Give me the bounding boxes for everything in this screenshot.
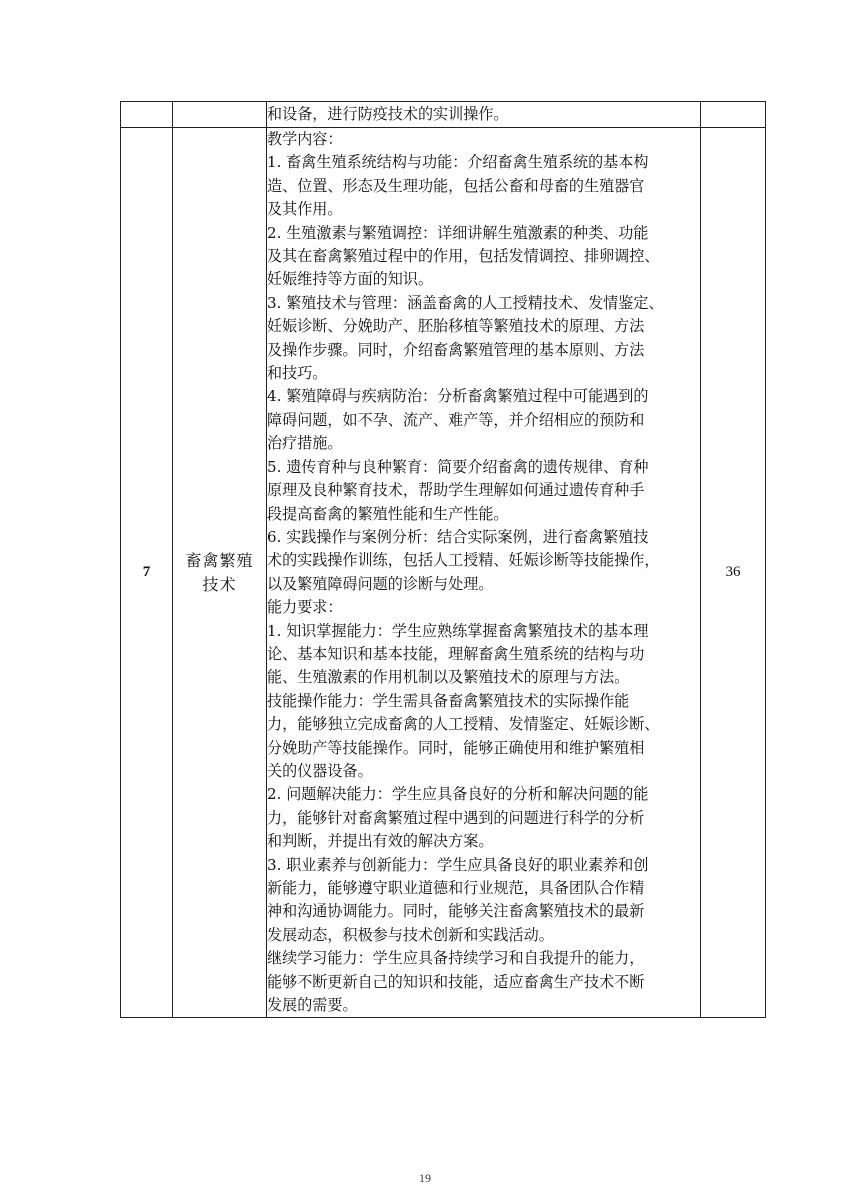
content-line: 能力要求： bbox=[267, 598, 343, 617]
continuation-text: 和设备，进行防疫技术的实训操作。 bbox=[267, 102, 701, 128]
content-line: 发展动态，积极参与技术创新和实践活动。 bbox=[267, 925, 554, 944]
course-name-line: 技术 bbox=[202, 574, 237, 594]
content-line: 障碍问题，如不孕、流产、难产等，并介绍相应的预防和 bbox=[267, 410, 645, 429]
content-line: 术的实践操作训练，包括人工授精、妊娠诊断等技能操作， bbox=[267, 551, 660, 570]
table-row-continuation bbox=[121, 102, 766, 128]
content-line: 力，能够针对畜禽繁殖过程中遇到的问题进行科学的分析 bbox=[267, 808, 645, 827]
content-line: 分娩助产等技能操作。同时，能够正确使用和维护繁殖相 bbox=[267, 738, 645, 757]
content-line: 力，能够独立完成畜禽的人工授精、发情鉴定、妊娠诊断、 bbox=[267, 715, 660, 734]
content-line: 4. 繁殖障碍与疾病防治：分析畜禽繁殖过程中可能遇到的 bbox=[267, 387, 649, 406]
content-line: 以及繁殖障碍问题的诊断与处理。 bbox=[267, 574, 494, 593]
content-line: 6. 实践操作与案例分析：结合实际案例，进行畜禽繁殖技 bbox=[267, 527, 649, 546]
content-line: 新能力，能够遵守职业道德和行业规范，具备团队合作精 bbox=[267, 879, 645, 897]
content-line: 妊娠维持等方面的知识。 bbox=[267, 270, 434, 289]
content-line: 2. 问题解决能力：学生应具备良好的分析和解决问题的能 bbox=[267, 785, 649, 804]
table-row bbox=[121, 128, 766, 1018]
content-line: 神和沟通协调能力。同时，能够关注畜禽繁殖技术的最新 bbox=[267, 902, 645, 921]
course-content bbox=[267, 128, 701, 1018]
content-line: 关的仪器设备。 bbox=[267, 761, 373, 780]
content-line: 论、基本知识和基本技能，理解畜禽生殖系统的结构与功 bbox=[267, 644, 645, 663]
cell-hours-empty bbox=[701, 102, 766, 128]
content-line: 段提高畜禽的繁殖性能和生产性能。 bbox=[267, 504, 509, 523]
content-line: 原理及良种繁育技术，帮助学生理解如何通过遗传育种手 bbox=[267, 481, 645, 500]
cell-name-empty bbox=[173, 102, 267, 128]
content-line: 能、生殖激素的作用机制以及繁殖技术的原理与方法。 bbox=[267, 668, 630, 687]
content-line: 造、位置、形态及生理功能，包括公畜和母畜的生殖器官 bbox=[267, 176, 645, 195]
course-name bbox=[173, 128, 267, 1018]
page-number: 19 bbox=[419, 1171, 431, 1185]
content-line: 1. 知识掌握能力：学生应熟练掌握畜禽繁殖技术的基本理 bbox=[267, 621, 649, 640]
content-line: 妊娠诊断、分娩助产、胚胎移植等繁殖技术的原理、方法 bbox=[267, 317, 645, 336]
content-line: 及其在畜禽繁殖过程中的作用，包括发情调控、排卵调控、 bbox=[267, 247, 660, 266]
content-line: 和判断，并提出有效的解决方案。 bbox=[267, 832, 494, 851]
course-hours: 36 bbox=[701, 128, 766, 1018]
course-name-line: 畜禽繁殖 bbox=[185, 550, 254, 570]
content-line: 及其作用。 bbox=[267, 200, 343, 219]
cell-number-empty bbox=[121, 102, 173, 128]
content-line: 2. 生殖激素与繁殖调控：详细讲解生殖激素的种类、功能 bbox=[267, 223, 649, 242]
content-line: 3. 繁殖技术与管理：涵盖畜禽的人工授精技术、发情鉴定、 bbox=[267, 293, 664, 312]
content-line: 技能操作能力：学生需具备畜禽繁殖技术的实际操作能 bbox=[267, 691, 630, 710]
content-line: 治疗措施。 bbox=[267, 434, 343, 453]
content-line: 1. 畜禽生殖系统结构与功能：介绍畜禽生殖系统的基本构 bbox=[267, 153, 649, 172]
content-line: 教学内容： bbox=[267, 130, 343, 148]
content-line: 能够不断更新自己的知识和技能，适应畜禽生产技术不断 bbox=[267, 972, 645, 991]
course-table bbox=[120, 101, 766, 1018]
row-number: 7 bbox=[121, 128, 173, 1018]
content-line: 继续学习能力：学生应具备持续学习和自我提升的能力， bbox=[267, 949, 645, 968]
content-line: 3. 职业素养与创新能力：学生应具备良好的职业素养和创 bbox=[267, 855, 649, 874]
content-line: 发展的需要。 bbox=[267, 996, 358, 1015]
content-line: 和技巧。 bbox=[267, 364, 328, 383]
content-line: 5. 遗传育种与良种繁育：简要介绍畜禽的遗传规律、育种 bbox=[267, 457, 649, 476]
content-line: 及操作步骤。同时，介绍畜禽繁殖管理的基本原则、方法 bbox=[267, 340, 645, 359]
